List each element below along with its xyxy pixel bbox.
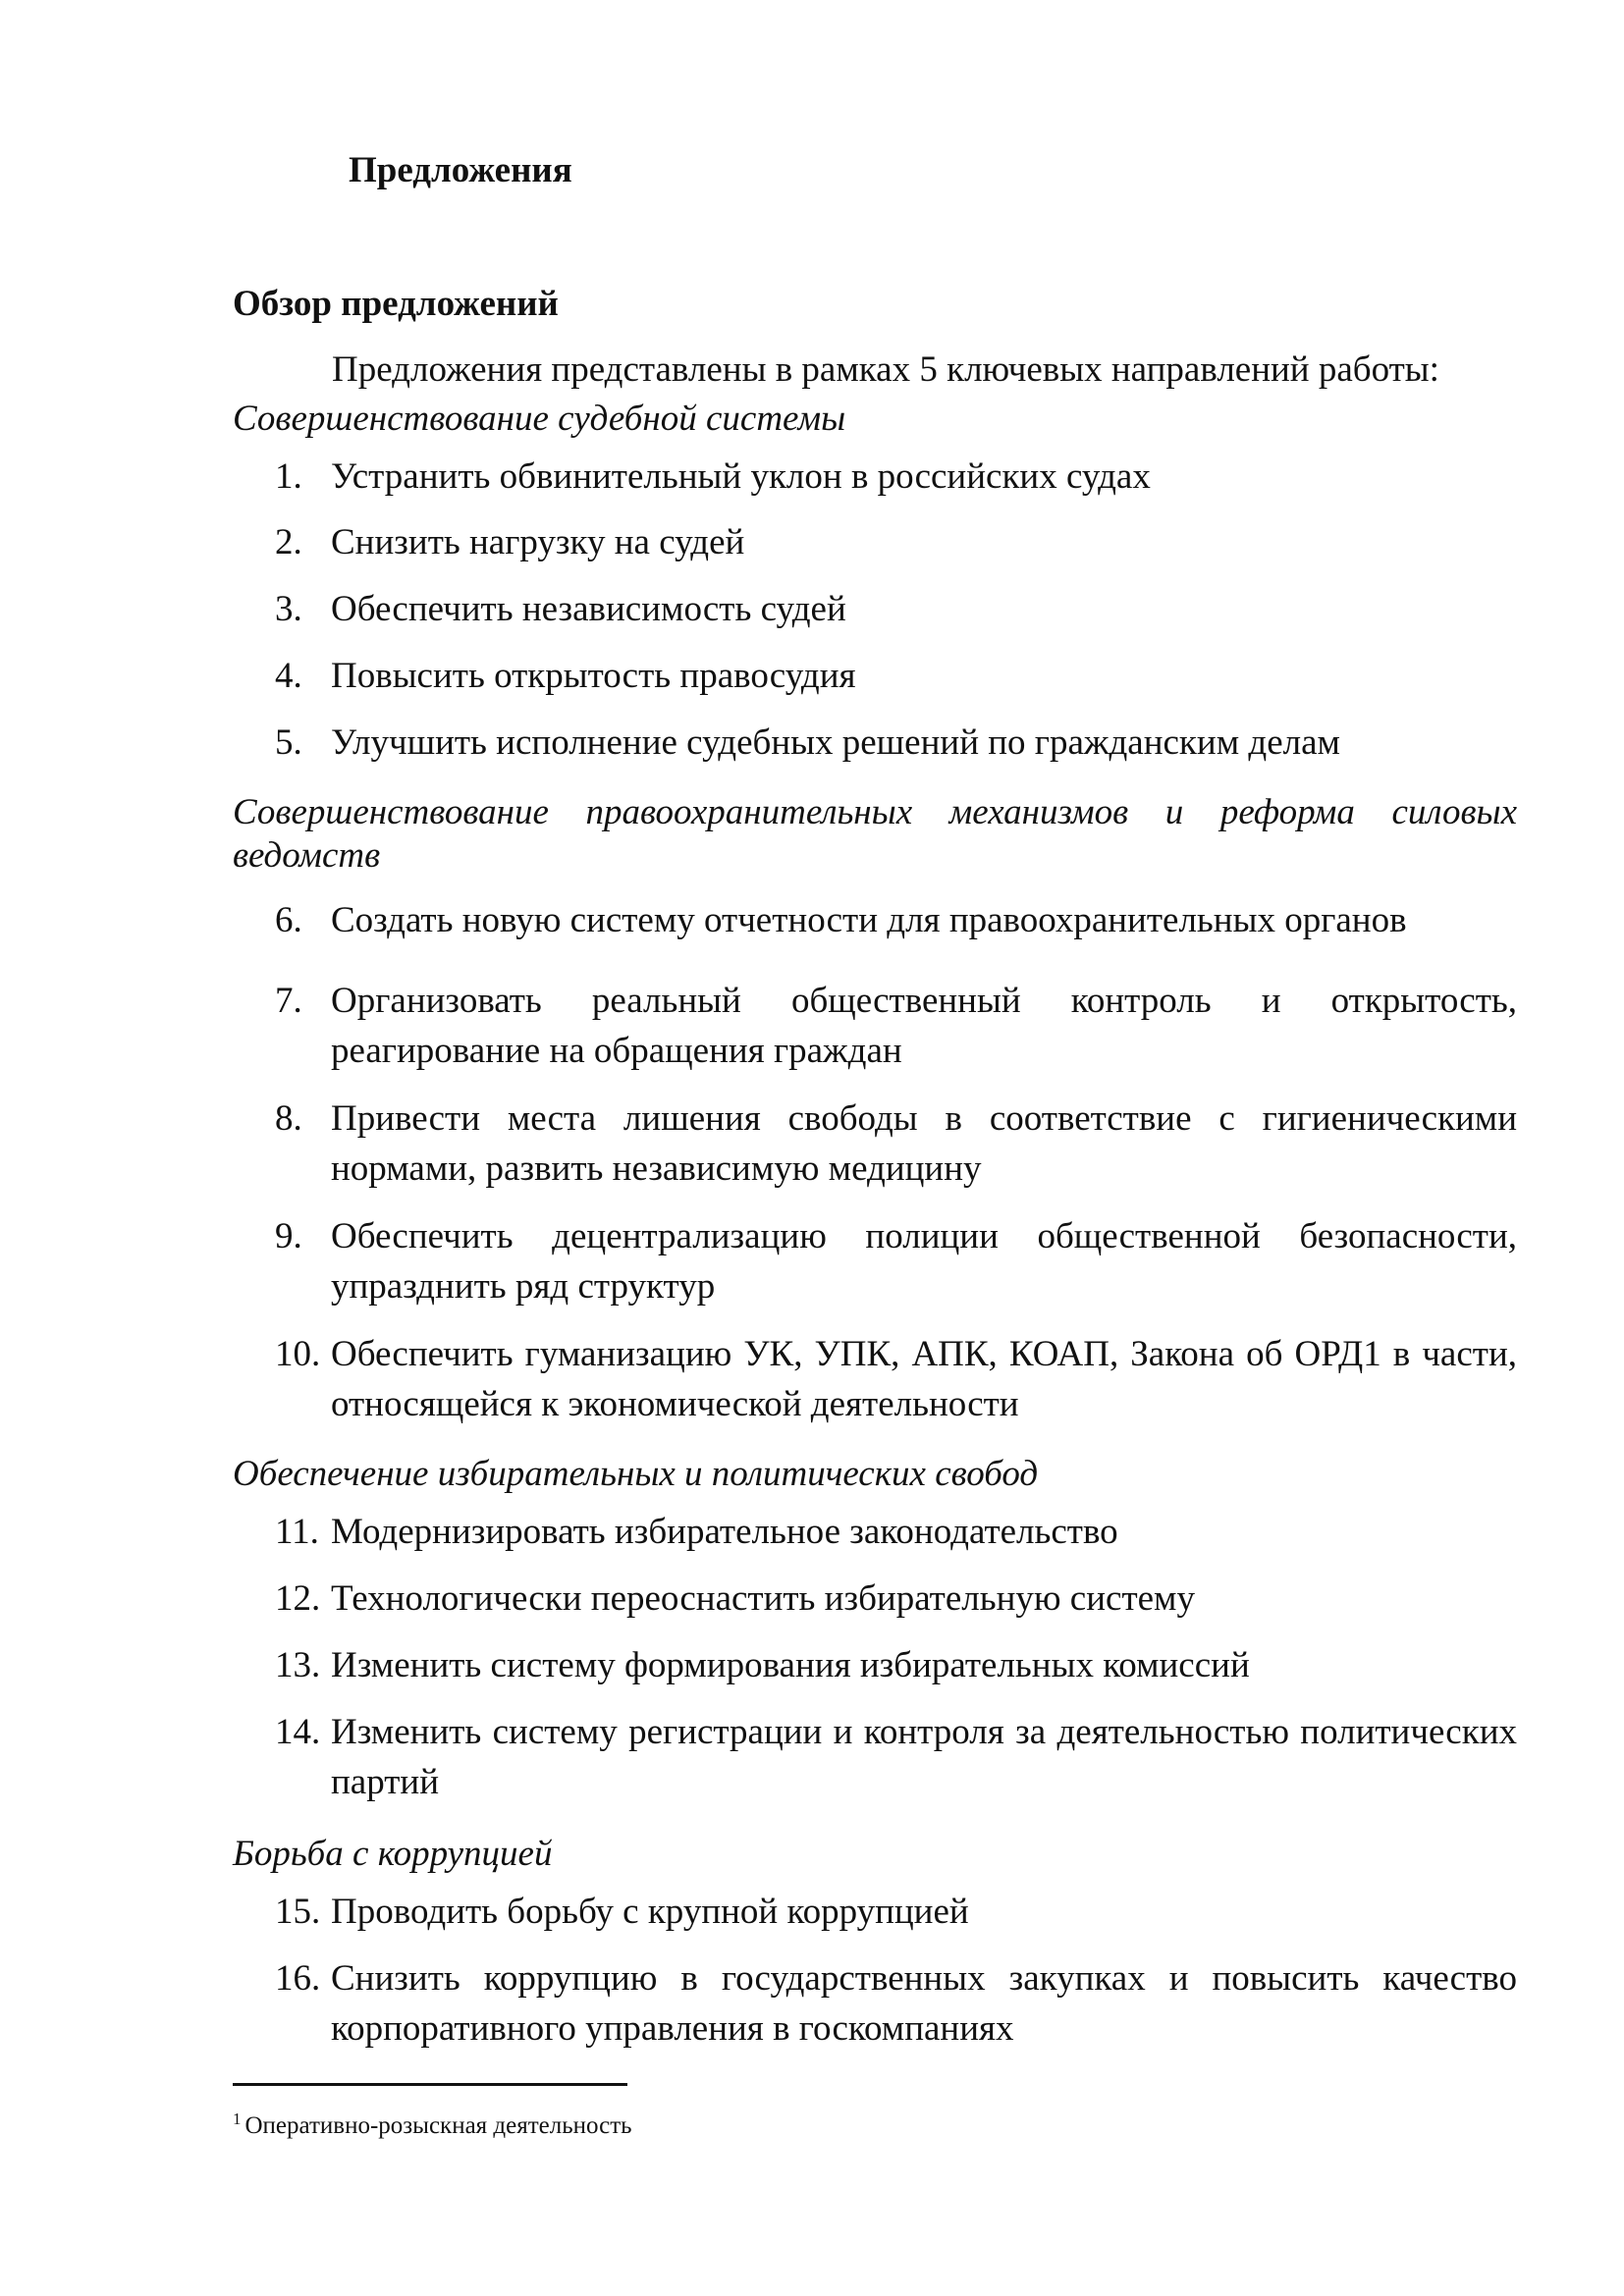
list-item — [275, 895, 1517, 945]
item-number: 7. — [275, 981, 302, 1021]
item-number: 10. — [275, 1334, 321, 1374]
list-item — [275, 651, 1517, 701]
list-item — [275, 1211, 1517, 1311]
item-text: Изменить систему формирования избирательных комиссий — [331, 1645, 1250, 1685]
item-number: 6. — [275, 900, 302, 940]
item-text: Создать новую систему отчетности для правоохранительных органов — [331, 900, 1407, 940]
item-text: Технологически переоснастить избирательную систему — [331, 1578, 1195, 1619]
item-text: Обеспечить децентрализацию полиции общественной безопасности, упразднить ряд структур — [331, 1216, 1517, 1307]
item-number: 9. — [275, 1216, 302, 1256]
list-item — [275, 452, 1517, 502]
item-number: 12. — [275, 1578, 321, 1619]
list-item — [275, 1574, 1517, 1624]
item-number: 14. — [275, 1712, 321, 1752]
item-number: 2. — [275, 522, 302, 562]
section-heading-law-enforcement: Совершенствование правоохранительных механизмов и реформа силовых ведомств — [233, 792, 1517, 876]
list-item — [275, 1329, 1517, 1429]
item-number: 5. — [275, 722, 302, 763]
item-text: Повысить открытость правосудия — [331, 656, 856, 696]
page-title: Предложения — [349, 150, 572, 190]
list-item — [275, 1887, 1517, 1937]
list-item — [275, 584, 1517, 634]
section-heading-corruption: Борьба с коррупцией — [233, 1834, 553, 1874]
list-item — [275, 718, 1517, 768]
section-subtitle: Обзор предложений — [233, 284, 559, 324]
item-text: Снизить нагрузку на судей — [331, 522, 745, 562]
section-heading-elections: Обеспечение избирательных и политических свобод — [233, 1454, 1039, 1494]
item-text: Улучшить исполнение судебных решений по гражданским делам — [331, 722, 1340, 763]
item-number: 4. — [275, 656, 302, 696]
item-text: Проводить борьбу с крупной коррупцией — [331, 1892, 969, 1932]
item-text: Обеспечить независимость судей — [331, 589, 846, 629]
list-item — [275, 1953, 1517, 2054]
list-item — [275, 976, 1517, 1076]
footnote-text: Оперативно-розыскная деятельность — [244, 2112, 632, 2139]
item-number: 8. — [275, 1098, 302, 1139]
footnote-mark: 1 — [233, 2109, 242, 2128]
list-item — [275, 517, 1517, 567]
item-number: 13. — [275, 1645, 321, 1685]
item-text: Снизить коррупцию в государственных закупках и повысить качество корпоративного управления в госкомпаниях — [331, 1958, 1517, 2049]
list-item — [275, 1094, 1517, 1194]
item-number: 11. — [275, 1512, 319, 1552]
section-heading-judicial: Совершенствование судебной системы — [233, 399, 846, 439]
item-number: 1. — [275, 456, 302, 497]
item-text: Изменить систему регистрации и контроля за деятельностью политических партий — [331, 1712, 1517, 1802]
item-number: 15. — [275, 1892, 321, 1932]
item-text: Обеспечить гуманизацию УК, УПК, АПК, КОАП, Закона об ОРД1 в части, относящейся к экономической деятельности — [331, 1334, 1517, 1424]
intro-paragraph: Предложения представлены в рамках 5 ключевых направлений работы: — [332, 349, 1439, 390]
footnote-separator — [233, 2083, 627, 2086]
footnote — [233, 2109, 632, 2140]
item-text: Модернизировать избирательное законодательство — [331, 1512, 1118, 1552]
item-text: Устранить обвинительный уклон в российских судах — [331, 456, 1151, 497]
list-item — [275, 1707, 1517, 1807]
list-item — [275, 1507, 1517, 1557]
item-text: Привести места лишения свободы в соответствие с гигиеническими нормами, развить независимую медицину — [331, 1098, 1517, 1189]
item-number: 3. — [275, 589, 302, 629]
item-text: Организовать реальный общественный контроль и открытость, реагирование на обращения граждан — [331, 981, 1517, 1071]
item-number: 16. — [275, 1958, 321, 1999]
list-item — [275, 1640, 1517, 1690]
